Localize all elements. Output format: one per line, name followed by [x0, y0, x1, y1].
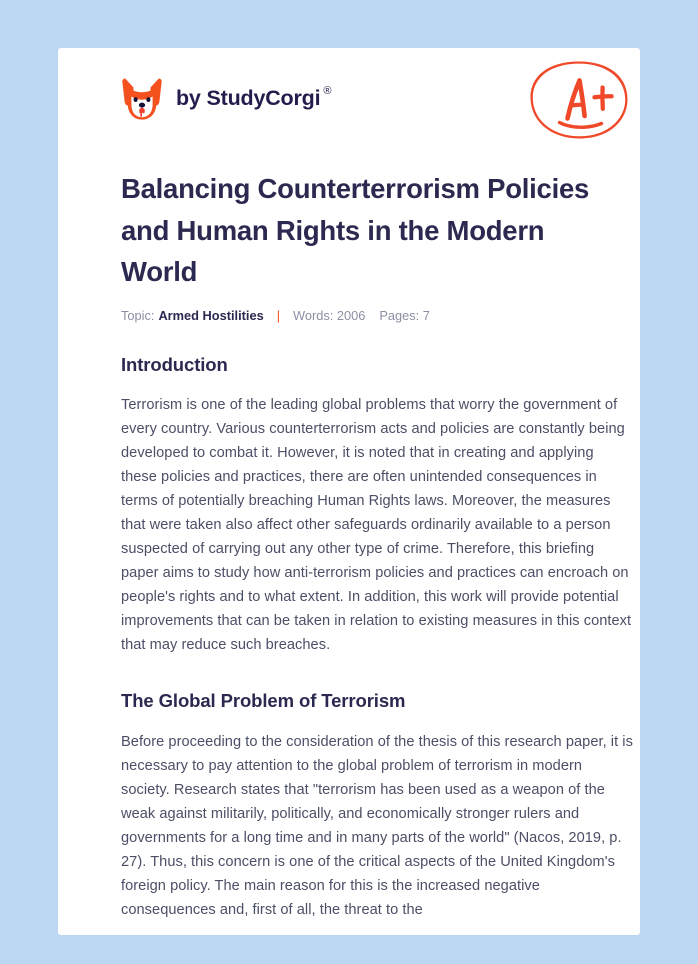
section-heading-global-problem: The Global Problem of Terrorism [121, 690, 406, 712]
meta-page-count: Pages: 7 [379, 307, 430, 323]
paragraph-introduction: Terrorism is one of the leading global problems that worry the government of every country. Various counterterrorism acts and policies are constantly being developed to combat it. However, it is noted that in creating and applying these policies and practices, there are often unintended consequences in terms of potentially breaching Human Rights laws. Moreover, the measures that were taken also affect other safeguards ordinarily available to a person suspected of carrying out any other type of crime. Therefore, this briefing paper aims to study how anti-terrorism policies and practices can encroach on people's rights and to what extent. In addition, this work will provide potential improvements that can be taken in relation to existing measures in this context that may reduce such breaches. [121, 397, 632, 654]
meta-separator: | [276, 307, 281, 323]
page-title: Balancing Counterterrorism Policies and Human Rights in the Modern World [121, 173, 590, 287]
a-plus-grade-badge-icon [522, 52, 636, 148]
paragraph-global-problem: Before proceeding to the consideration of the thesis of this research paper, it is necessary to pay attention to the global problem of terrorism in modern society. Research states that "terrorism has been used as a weapon of the weak against militarily, politically, and economically stronger rulers and governments for a long time and in many parts of the world" (Nacos, 2019, p. 27). Thus, this concern is one of the critical aspects of the United Kingdom's foreign policy. The main reason for this is the increased negative consequences and, first of all, the threat to the [121, 733, 633, 918]
article-content [121, 168, 633, 922]
brand-wordmark [176, 85, 332, 111]
document-header [58, 48, 640, 152]
meta-topic-label: Topic: [121, 307, 155, 323]
meta-word-count: Words: 2006 [293, 307, 366, 323]
corgi-logo-icon [121, 77, 163, 121]
section-heading-introduction: Introduction [121, 354, 228, 376]
document-page-sheet [58, 48, 640, 935]
brand-name-text: StudyCorgi [206, 86, 321, 111]
studycorgi-brand-lockup[interactable] [121, 73, 331, 125]
registered-trademark-icon: ® [323, 85, 332, 98]
document-meta [121, 307, 633, 323]
brand-by-text: by [176, 86, 201, 111]
meta-topic-value[interactable]: Armed Hostilities [158, 307, 264, 323]
